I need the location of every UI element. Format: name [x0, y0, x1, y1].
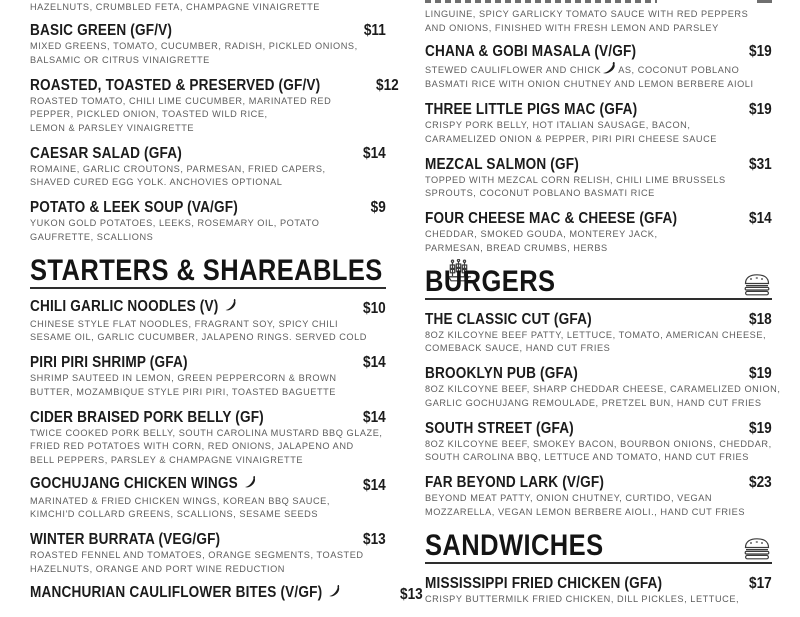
description-line: BUTTER, MOZAMBIQUE STYLE PIRI PIRI, TOASTED BAGUETTE [30, 386, 336, 397]
item-description [30, 495, 386, 522]
item-title: CHANA & GOBI MASALA (V/GF) [425, 42, 637, 60]
section-title: SANDWICHES [425, 528, 604, 562]
chili-icon [244, 475, 257, 493]
chili-icon [224, 298, 237, 316]
item-price: $17 [749, 574, 772, 592]
menu-item [30, 532, 386, 576]
clipped-item-title [425, 0, 657, 3]
description-line: MIXED GREENS, TOMATO, CUCUMBER, RADISH, PICKLED ONIONS, [30, 41, 358, 51]
menu-item [30, 200, 386, 244]
item-title-group [425, 211, 677, 226]
item-price: $11 [364, 22, 386, 39]
chili-icon [328, 584, 341, 602]
item-price: $18 [749, 310, 772, 328]
description-line: SHAVED CURED EGG YOLK. ANCHOVIES OPTIONAL [30, 177, 283, 187]
menu-item [30, 475, 386, 522]
description-line: 8OZ KILCOYNE BEEF, SHARP CHEDDAR CHEESE, CARAMELIZED ONION, [425, 384, 781, 394]
item-title: POTATO & LEEK SOUP (VA/GF) [30, 199, 238, 216]
item-price: $19 [749, 101, 772, 118]
menu-section-sandwiches [425, 530, 772, 564]
description-line: PARMESAN, BREAD CRUMBS, HERBS [425, 242, 608, 253]
menu-section-starters-shareables [30, 255, 386, 289]
chili-icon [602, 61, 617, 79]
item-title-row [30, 584, 423, 603]
description-line: BEYOND MEAT PATTY, ONION CHUTNEY, CURTIDO, VEGAN [425, 493, 713, 503]
description-line: TWICE COOKED PORK BELLY, SOUTH CAROLINA MUSTARD BBQ GLAZE, [30, 427, 383, 438]
item-price: $19 [749, 365, 772, 382]
item-title-row [30, 355, 386, 370]
item-title: BROOKLYN PUB (GFA) [425, 365, 578, 382]
menu-item [30, 76, 399, 136]
item-title-row [425, 475, 772, 490]
description-line: SESAME OIL, GARLIC CUCUMBER, JALAPENO RINGS. SERVED COLD [30, 332, 367, 342]
description-line: BASMATI RICE WITH ONION CHUTNEY AND LEMON BERBERE AIOLI [425, 79, 754, 89]
clipped-item-price [757, 0, 772, 3]
item-title-group [425, 421, 574, 436]
item-title-group [30, 532, 220, 547]
burger-icon [742, 273, 772, 296]
description-line: 8OZ KILCOYNE BEEF, SMOKEY BACON, BOURBON ONIONS, CHEDDAR, [425, 438, 772, 449]
description-line: ROASTED FENNEL AND TOMATOES, ORANGE SEGMENTS, TOASTED [30, 550, 364, 560]
item-description [30, 217, 386, 244]
item-title-group [425, 102, 637, 117]
item-price: $31 [749, 155, 772, 173]
item-price: $23 [749, 474, 772, 491]
description-line: HAZELNUTS, ORANGE AND PORT WINE REDUCTION [30, 563, 285, 574]
item-description [425, 61, 772, 92]
item-title-row [425, 211, 772, 226]
section-title: STARTERS & SHAREABLES [30, 253, 383, 287]
item-title: CHILI GARLIC NOODLES (V) [30, 298, 219, 315]
menu-item [425, 211, 772, 255]
sandwich-icon [742, 537, 772, 560]
description-line: AND ONIONS, FINISHED WITH FRESH LEMON AND PARSLEY [425, 22, 719, 33]
menu-item [425, 157, 772, 201]
menu-item [30, 584, 423, 603]
item-title: SOUTH STREET (GFA) [425, 419, 574, 437]
item-description [30, 163, 386, 190]
item-title-group [425, 157, 579, 172]
description-line: 8OZ KILCOYNE BEEF PATTY, LETTUCE, TOMATO, AMERICAN CHEESE, [425, 329, 767, 340]
description-line: SPROUTS, COCONUT POBLANO BASMATI RICE [425, 188, 655, 198]
item-price: $14 [749, 210, 772, 227]
description-line: MOZZARELLA, VEGAN LEMON BERBERE AIOLI., HAND CUT FRIES [425, 506, 746, 517]
description-line: ROASTED TOMATO, CHILI LIME CUCUMBER, MARINATED RED [30, 95, 332, 106]
menu-item [30, 355, 386, 399]
item-title: ROASTED, TOASTED & PRESERVED (GF/V) [30, 76, 321, 94]
description-line: TOPPED WITH MEZCAL CORN RELISH, CHILI LIME BRUSSELS [425, 174, 726, 185]
item-title-row [30, 298, 386, 317]
orphan-description [425, 7, 772, 35]
item-title: BASIC GREEN (GF/V) [30, 22, 173, 39]
item-title-row [30, 76, 399, 94]
description-line: MARINATED & FRIED CHICKEN WINGS, KOREAN BBQ SAUCE, [30, 495, 330, 506]
menu-item [30, 410, 386, 468]
item-title-group [30, 355, 188, 370]
item-price: $10 [363, 299, 386, 317]
item-title-row [30, 475, 386, 494]
item-title-row [30, 532, 386, 547]
item-title-group [30, 23, 172, 38]
section-heading [425, 530, 772, 564]
description-line: CARAMELIZED ONION & PEPPER, PIRI PIRI CHEESE SAUCE [425, 133, 717, 144]
item-title-group [425, 576, 662, 591]
item-description [30, 318, 386, 345]
item-title: MEZCAL SALMON (GF) [425, 155, 579, 173]
item-title: MANCHURIAN CAULIFLOWER BITES (V/GF) [30, 584, 323, 601]
description-line: SOUTH CAROLINA BBQ, LETTUCE AND TOMATO, HAND CUT FRIES [425, 452, 749, 462]
item-price: $14 [363, 408, 386, 426]
item-title: FAR BEYOND LARK (V/GF) [425, 474, 605, 491]
item-price: $13 [399, 585, 423, 603]
description-line: STEWED CAULIFLOWER AND CHICK AS, COCONUT POBLANO [425, 61, 772, 79]
item-description [30, 372, 386, 399]
item-title-group [30, 475, 257, 493]
description-line: YUKON GOLD POTATOES, LEEKS, ROSEMARY OIL, POTATO [30, 218, 320, 228]
item-title: THE CLASSIC CUT (GFA) [425, 310, 592, 328]
clipped-item-row [425, 0, 772, 3]
item-title-group [425, 366, 578, 381]
item-title-row [425, 312, 772, 327]
item-title: MISSISSIPPI FRIED CHICKEN (GFA) [425, 574, 663, 592]
item-title: CAESAR SALAD (GFA) [30, 144, 182, 162]
item-title-group [425, 312, 592, 327]
description-line: FRIED RED POTATOES WITH CORN, RED ONIONS, JALAPENO AND [30, 441, 354, 451]
description-line: KIMCHI'D COLLARD GREENS, SCALLIONS, SESAME SEEDS [30, 509, 319, 519]
section-title: BURGERS [425, 264, 556, 298]
item-price: $14 [363, 354, 386, 371]
section-heading [30, 255, 386, 289]
menu-section-burgers [425, 266, 772, 300]
item-title-group [425, 475, 604, 490]
menu-column-left [30, 0, 423, 617]
description-line: SHRIMP SAUTEED IN LEMON, GREEN PEPPERCORN & BROWN [30, 373, 337, 383]
item-title-row [30, 200, 386, 215]
item-title-group [30, 78, 320, 93]
item-title-row [425, 421, 772, 436]
description-line: CHINESE STYLE FLAT NOODLES, FRAGRANT SOY, SPICY CHILI [30, 318, 339, 329]
item-title: WINTER BURRATA (VEG/GF) [30, 531, 221, 548]
item-description [425, 174, 772, 201]
item-title: THREE LITTLE PIGS MAC (GFA) [425, 101, 638, 118]
item-price: $19 [749, 419, 772, 437]
item-description [425, 492, 772, 519]
item-title-group [30, 584, 341, 602]
item-description [30, 40, 386, 67]
description-line: COMEBACK SAUCE, HAND CUT FRIES [425, 343, 611, 353]
item-title-group [30, 146, 182, 161]
description-line: PEPPER, PICKLED ONION, TOASTED WILD RICE, [30, 109, 268, 119]
menu-item [425, 102, 772, 146]
item-price: $12 [375, 76, 399, 94]
item-description [425, 329, 772, 356]
item-title-group [425, 44, 636, 59]
item-price: $14 [363, 476, 386, 494]
item-description [425, 593, 772, 607]
item-description [30, 549, 386, 576]
item-title-row [425, 102, 772, 117]
description-line: BELL PEPPERS, PARSLEY & CHAMPAGNE VINAIGRETTE [30, 454, 304, 465]
item-price: $13 [363, 531, 386, 548]
menu-item [425, 576, 772, 607]
menu-item [425, 421, 772, 465]
item-price: $14 [363, 144, 386, 162]
menu-item [30, 298, 386, 345]
description-line: GARLIC GOCHUJANG REMOULADE, PRETZEL BUN, HAND CUT FRIES [425, 397, 762, 408]
item-title-row [30, 23, 386, 38]
description-line: ROMAINE, GARLIC CROUTONS, PARMESAN, FRIED CAPERS, [30, 163, 326, 174]
item-title: CIDER BRAISED PORK BELLY (GF) [30, 408, 264, 426]
item-title-group [30, 200, 238, 215]
item-description [425, 228, 772, 255]
item-description [30, 95, 386, 136]
item-price: $9 [370, 199, 386, 216]
orphan-description [30, 0, 386, 15]
menu-item [30, 23, 386, 67]
item-title-group [30, 410, 264, 425]
item-title: PIRI PIRI SHRIMP (GFA) [30, 354, 188, 371]
item-description [425, 438, 772, 465]
item-price: $19 [749, 42, 772, 60]
description-line: CRISPY PORK BELLY, HOT ITALIAN SAUSAGE, BACON, [425, 120, 691, 130]
item-title-row [30, 146, 386, 161]
item-title-row [425, 366, 772, 381]
menu-column-right [425, 0, 781, 617]
description-line: CHEDDAR, SMOKED GOUDA, MONTEREY JACK, [425, 229, 658, 239]
item-title: GOCHUJANG CHICKEN WINGS [30, 475, 238, 492]
item-title-row [425, 157, 772, 172]
item-title-row [30, 410, 386, 425]
item-title-group [30, 298, 237, 316]
item-title-row [425, 576, 772, 591]
menu-item [425, 44, 772, 92]
description-line: CRISPY BUTTERMILK FRIED CHICKEN, DILL PICKLES, LETTUCE, [425, 593, 740, 604]
description-line: GAUFRETTE, SCALLIONS [30, 231, 154, 242]
item-description [30, 427, 386, 468]
menu-item [30, 146, 386, 190]
item-description [425, 119, 772, 146]
item-title-row [425, 44, 772, 59]
section-heading [425, 266, 772, 300]
menu-item [425, 475, 772, 519]
item-description [425, 383, 781, 410]
description-line: LINGUINE, SPICY GARLICKY TOMATO SAUCE WITH RED PEPPERS [425, 9, 749, 19]
description-line: BALSAMIC OR CITRUS VINAIGRETTE [30, 54, 210, 65]
description-line: LEMON & PARSLEY VINAIGRETTE [30, 122, 195, 133]
item-title: FOUR CHEESE MAC & CHEESE (GFA) [425, 210, 678, 227]
menu-item [425, 312, 772, 356]
menu-item [425, 365, 781, 410]
description-line: HAZELNUTS, CRUMBLED FETA, CHAMPAGNE VINAIGRETTE [30, 2, 320, 12]
